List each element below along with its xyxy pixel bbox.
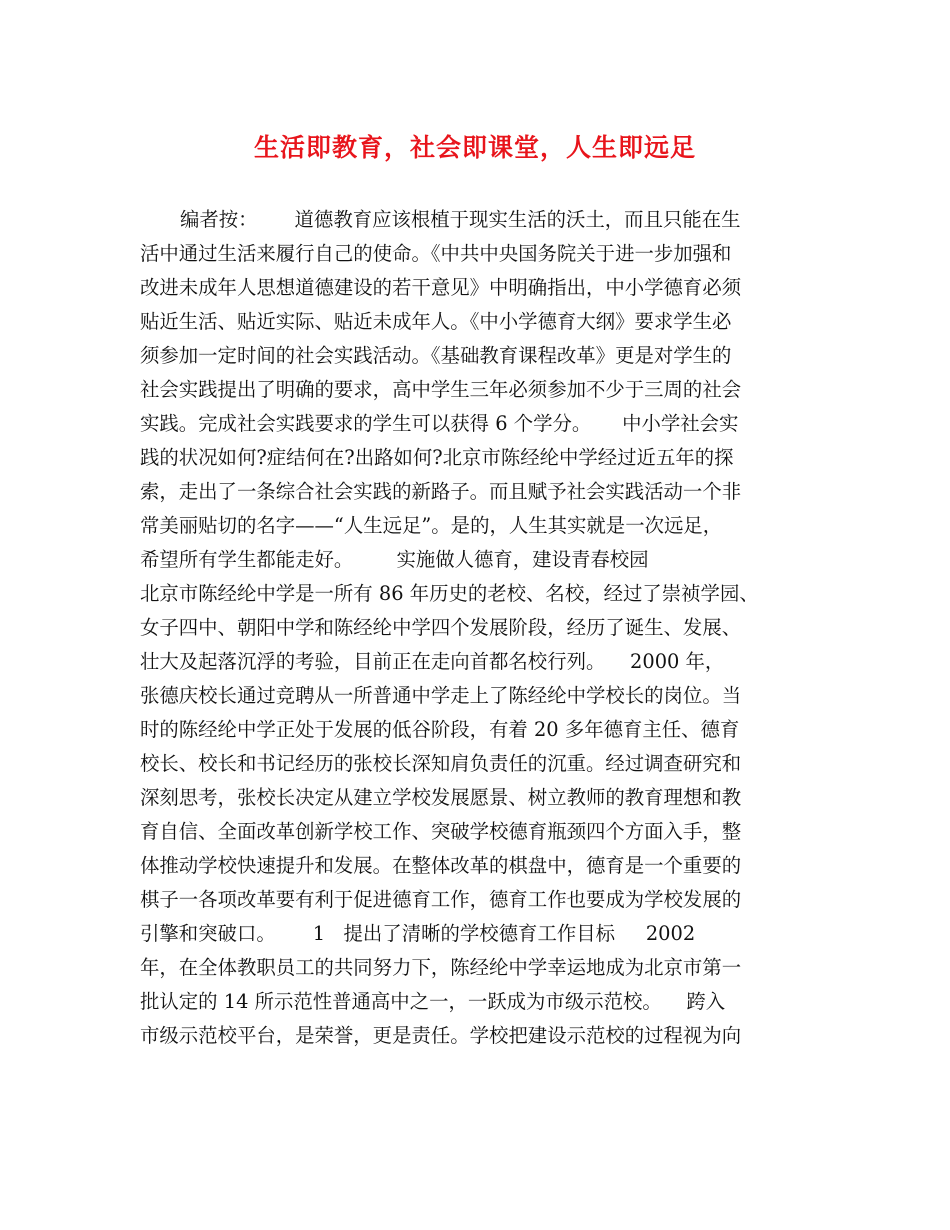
body-line: 践的状况如何?症结何在?出路如何?北京市陈经纶中学经过近五年的探 bbox=[140, 446, 734, 469]
body-line: 引擎和突破口。 1 提出了清晰的学校德育工作目标 2002 bbox=[140, 922, 696, 945]
body-line: 索，走出了一条综合社会实践的新路子。而且赋予社会实践活动一个非 bbox=[140, 480, 742, 503]
body-line: 北京市陈经纶中学是一所有 86 年历史的老校、名校，经过了崇祯学园、 bbox=[140, 582, 759, 605]
body-line: 批认定的 14 所示范性普通高中之一，一跃成为市级示范校。 跨入 bbox=[140, 990, 726, 1013]
body-line: 张德庆校长通过竞聘从一所普通中学走上了陈经纶中学校长的岗位。当 bbox=[140, 684, 742, 707]
body-line: 须参加一定时间的社会实践活动。《基础教育课程改革》更是对学生的 bbox=[140, 344, 732, 367]
body-line: 希望所有学生都能走好。 实施做人德育，建设青春校园 bbox=[140, 548, 649, 571]
body-line: 社会实践提出了明确的要求，高中学生三年必须参加不少于三周的社会 bbox=[140, 378, 742, 401]
body-line: 壮大及起落沉浮的考验，目前正在走向首都名校行列。 2000 年， bbox=[140, 650, 725, 673]
body-line: 常美丽贴切的名字——“人生远足”。是的，人生其实就是一次远足， bbox=[140, 514, 723, 537]
body-line: 女子四中、朝阳中学和陈经纶中学四个发展阶段，经历了诞生、发展、 bbox=[140, 616, 742, 639]
body-line: 育自信、全面改革创新学校工作、突破学校德育瓶颈四个方面入手，整 bbox=[140, 820, 742, 843]
body-line: 市级示范校平台，是荣誉，更是责任。学校把建设示范校的过程视为向 bbox=[140, 1024, 742, 1047]
body-line: 实践。完成社会实践要求的学生可以获得 6 个学分。 中小学社会实 bbox=[140, 412, 739, 435]
body-line: 年，在全体教职员工的共同努力下，陈经纶中学幸运地成为北京市第一 bbox=[140, 956, 742, 979]
body-line: 贴近生活、贴近实际、贴近未成年人。《中小学德育大纲》要求学生必 bbox=[140, 310, 732, 333]
document-body bbox=[140, 203, 830, 1053]
document-title: 生活即教育，社会即课堂，人生即远足 bbox=[253, 133, 696, 162]
body-line: 校长、校长和书记经历的张校长深知肩负责任的沉重。经过调查研究和 bbox=[140, 752, 742, 775]
body-line: 改进未成年人思想道德建设的若干意见》中明确指出，中小学德育必须 bbox=[140, 276, 742, 299]
body-line: 编者按： 道德教育应该根植于现实生活的沃土，而且只能在生 bbox=[180, 208, 741, 231]
body-line: 活中通过生活来履行自己的使命。《中共中央国务院关于进一步加强和 bbox=[140, 242, 732, 265]
body-line: 体推动学校快速提升和发展。在整体改革的棋盘中，德育是一个重要的 bbox=[140, 854, 742, 877]
body-line: 棋子一各项改革要有利于促进德育工作，德育工作也要成为学校发展的 bbox=[140, 888, 742, 911]
body-line: 深刻思考，张校长决定从建立学校发展愿景、树立教师的教育理想和教 bbox=[140, 786, 742, 809]
body-line: 时的陈经纶中学正处于发展的低谷阶段，有着 20 多年德育主任、德育 bbox=[140, 718, 740, 741]
